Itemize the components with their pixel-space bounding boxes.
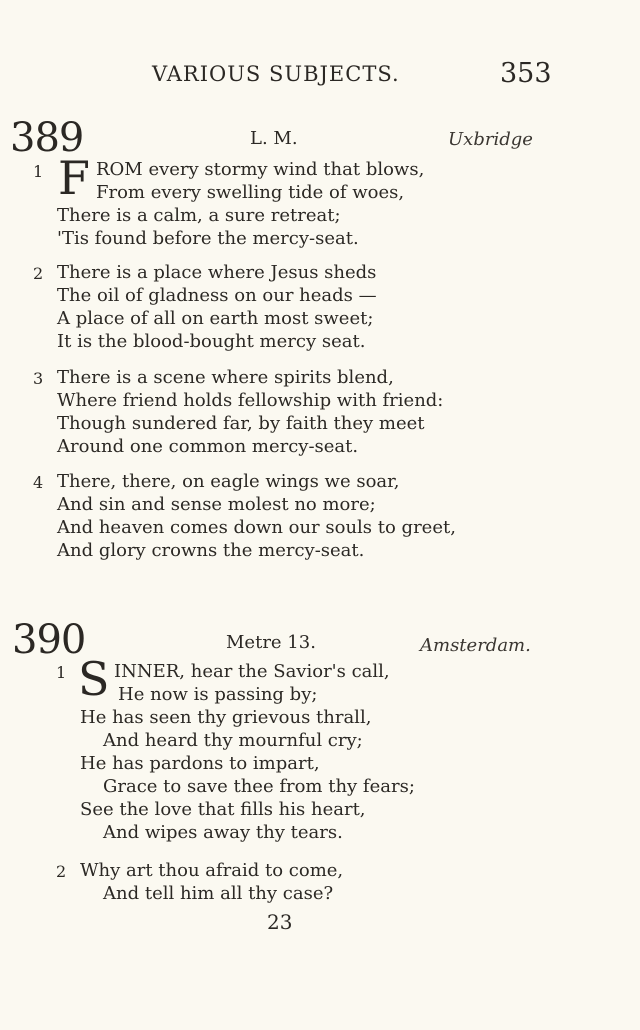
- verse-number: 3: [33, 369, 44, 388]
- verse-line: A place of all on earth most sweet;: [57, 308, 374, 329]
- verse-number: 4: [33, 473, 44, 492]
- verse-line: There is a place where Jesus sheds: [57, 262, 377, 283]
- verse-line: The oil of gladness on our heads —: [57, 285, 377, 306]
- verse-line: ROM every stormy wind that blows,: [96, 159, 425, 180]
- verse-number: 2: [33, 264, 44, 283]
- verse-line: He has seen thy grievous thrall,: [80, 707, 372, 728]
- verse-number: 2: [56, 862, 67, 881]
- verse-line: Though sundered far, by faith they meet: [57, 413, 425, 434]
- verse-line: There is a calm, a sure retreat;: [57, 205, 341, 226]
- hymn-tune: Uxbridge: [448, 129, 533, 150]
- verse-line: There, there, on eagle wings we soar,: [57, 471, 400, 492]
- verse-line: And tell him all thy case?: [103, 883, 334, 904]
- verse-line: And glory crowns the mercy-seat.: [57, 540, 365, 561]
- verse-line: And wipes away thy tears.: [103, 822, 343, 843]
- verse-line: Why art thou afraid to come,: [80, 860, 344, 881]
- verse-line: There is a scene where spirits blend,: [57, 367, 394, 388]
- verse-line: It is the blood-bought mercy seat.: [57, 331, 366, 352]
- verse-number: 1: [56, 663, 67, 682]
- page-number: 353: [500, 58, 552, 89]
- verse-line: And heaven comes down our souls to greet,: [57, 517, 456, 538]
- running-title: VARIOUS SUBJECTS.: [152, 62, 400, 86]
- verse-line: 'Tis found before the mercy-seat.: [57, 228, 359, 249]
- verse-line: Where friend holds fellowship with friend:: [57, 390, 444, 411]
- verse-line: And sin and sense molest no more;: [57, 494, 376, 515]
- hymn-number: 389: [10, 115, 84, 161]
- hymn-tune: Amsterdam.: [420, 635, 531, 656]
- verse-line: INNER, hear the Savior's call,: [114, 661, 390, 682]
- drop-cap: F: [58, 151, 90, 205]
- hymn-meter: Metre 13.: [226, 632, 316, 653]
- verse-line: He has pardons to impart,: [80, 753, 320, 774]
- verse-line: Around one common mercy-seat.: [57, 436, 359, 457]
- verse-line: He now is passing by;: [118, 684, 318, 705]
- verse-line: And heard thy mournful cry;: [103, 730, 363, 751]
- verse-line: See the love that fills his heart,: [80, 799, 366, 820]
- verse-number: 1: [33, 162, 44, 181]
- verse-line: Grace to save thee from thy fears;: [103, 776, 415, 797]
- hymn-meter: L. M.: [250, 128, 298, 149]
- verse-line: From every swelling tide of woes,: [96, 182, 405, 203]
- signature-mark: 23: [267, 910, 293, 934]
- drop-cap: S: [78, 652, 110, 706]
- hymn-number: 390: [12, 617, 86, 663]
